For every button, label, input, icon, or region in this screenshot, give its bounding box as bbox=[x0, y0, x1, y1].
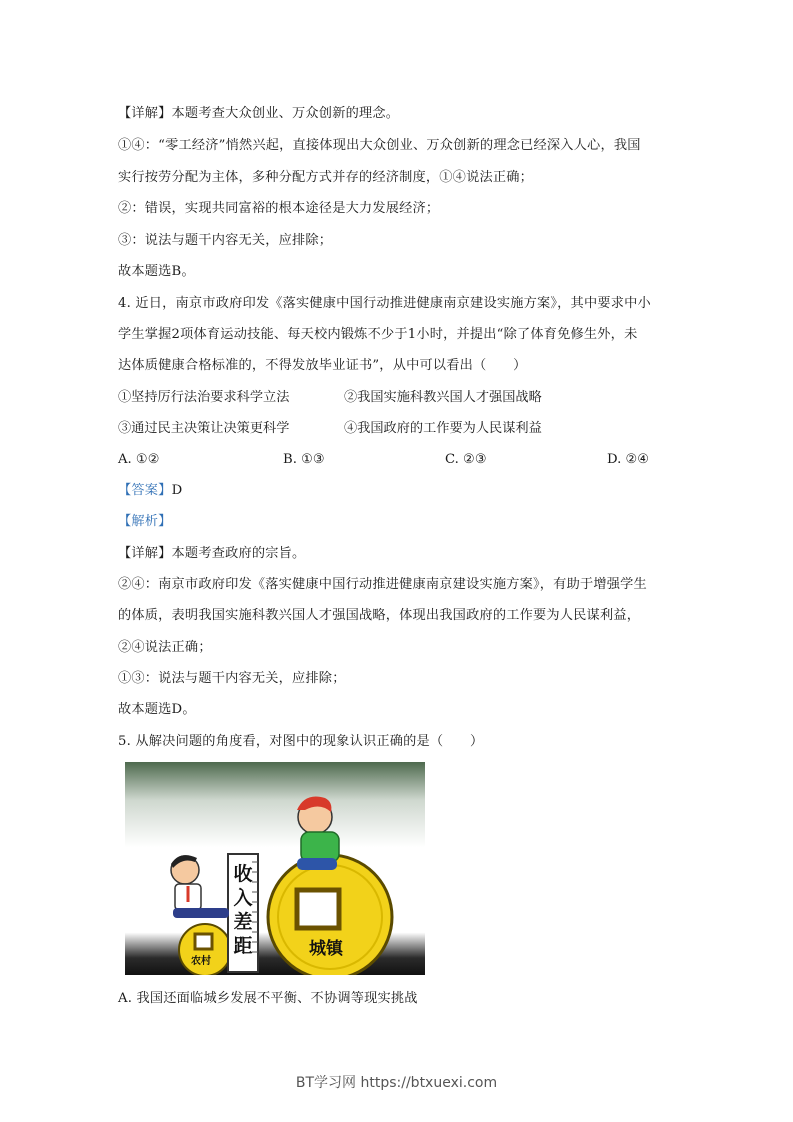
q4-line-4: ①③：说法与题干内容无关，应排除； bbox=[118, 671, 346, 686]
q4-line-2: 的体质，表明我国实施科教兴国人才强国战略，体现出我国政府的工作要为人民谋利益， bbox=[118, 608, 641, 623]
q4-statement-4: ④我国政府的工作要为人民谋利益 bbox=[344, 421, 542, 436]
q5-stem: 5. 从解决问题的角度看，对图中的现象认识正确的是（ ） bbox=[118, 734, 484, 749]
answer-value: D bbox=[171, 483, 183, 498]
cartoon-income-gap-figure bbox=[125, 762, 425, 975]
q4-analysis-label: 【解析】 bbox=[118, 514, 172, 529]
q4-detail: 【详解】本题考查政府的宗旨。 bbox=[118, 546, 306, 561]
ruler-label: 收入差距 bbox=[233, 863, 253, 957]
q4-answer bbox=[118, 482, 182, 500]
s1-line-4: ③：说法与题干内容无关，应排除； bbox=[118, 233, 333, 248]
q4-option-a: A. ①② bbox=[118, 452, 160, 467]
rural-coin-label: 农村 bbox=[191, 956, 211, 967]
q4-stem-1: 4. 近日，南京市政府印发《落实健康中国行动推进健康南京建设实施方案》，其中要求中小 bbox=[118, 296, 651, 311]
detail-s1: 【详解】本题考查大众创业、万众创新的理念。 bbox=[118, 106, 400, 121]
q4-stem-2: 学生掌握2项体育运动技能、每天校内锻炼不少于1小时，并提出“除了体育免修生外，未 bbox=[118, 327, 638, 342]
q4-line-3: ②④说法正确； bbox=[118, 640, 212, 655]
q4-option-b: B. ①③ bbox=[283, 452, 325, 467]
q4-stem-3: 达体质健康合格标准的，不得发放毕业证书”，从中可以看出（ ） bbox=[118, 358, 527, 373]
urban-coin-label: 城镇 bbox=[309, 939, 343, 959]
q4-line-1: ②④：南京市政府印发《落实健康中国行动推进健康南京建设实施方案》，有助于增强学生 bbox=[118, 577, 647, 592]
s1-line-1: ①④：“零工经济”悄然兴起，直接体现出大众创业、万众创新的理念已经深入人心，我国 bbox=[118, 138, 641, 153]
q4-statement-2: ②我国实施科教兴国人才强国战略 bbox=[344, 390, 542, 405]
s1-line-3: ②：错误，实现共同富裕的根本途径是大力发展经济； bbox=[118, 201, 440, 216]
s1-line-2: 实行按劳分配为主体，多种分配方式并存的经济制度，①④说法正确； bbox=[118, 170, 534, 185]
q4-statement-1: ①坚持厉行法治要求科学立法 bbox=[118, 390, 290, 405]
q4-statement-3: ③通过民主决策让决策更科学 bbox=[118, 421, 290, 436]
s1-line-5: 故本题选B。 bbox=[118, 264, 195, 279]
q4-option-c: C. ②③ bbox=[445, 452, 487, 467]
q4-option-d: D. ②④ bbox=[607, 452, 650, 467]
answer-label: 【答案】 bbox=[118, 483, 172, 498]
q5-option-a: A. 我国还面临城乡发展不平衡、不协调等现实挑战 bbox=[118, 991, 418, 1006]
site-footer-watermark: BT学习网 https://btxuexi.com bbox=[295, 1075, 498, 1091]
q4-line-5: 故本题选D。 bbox=[118, 702, 196, 717]
